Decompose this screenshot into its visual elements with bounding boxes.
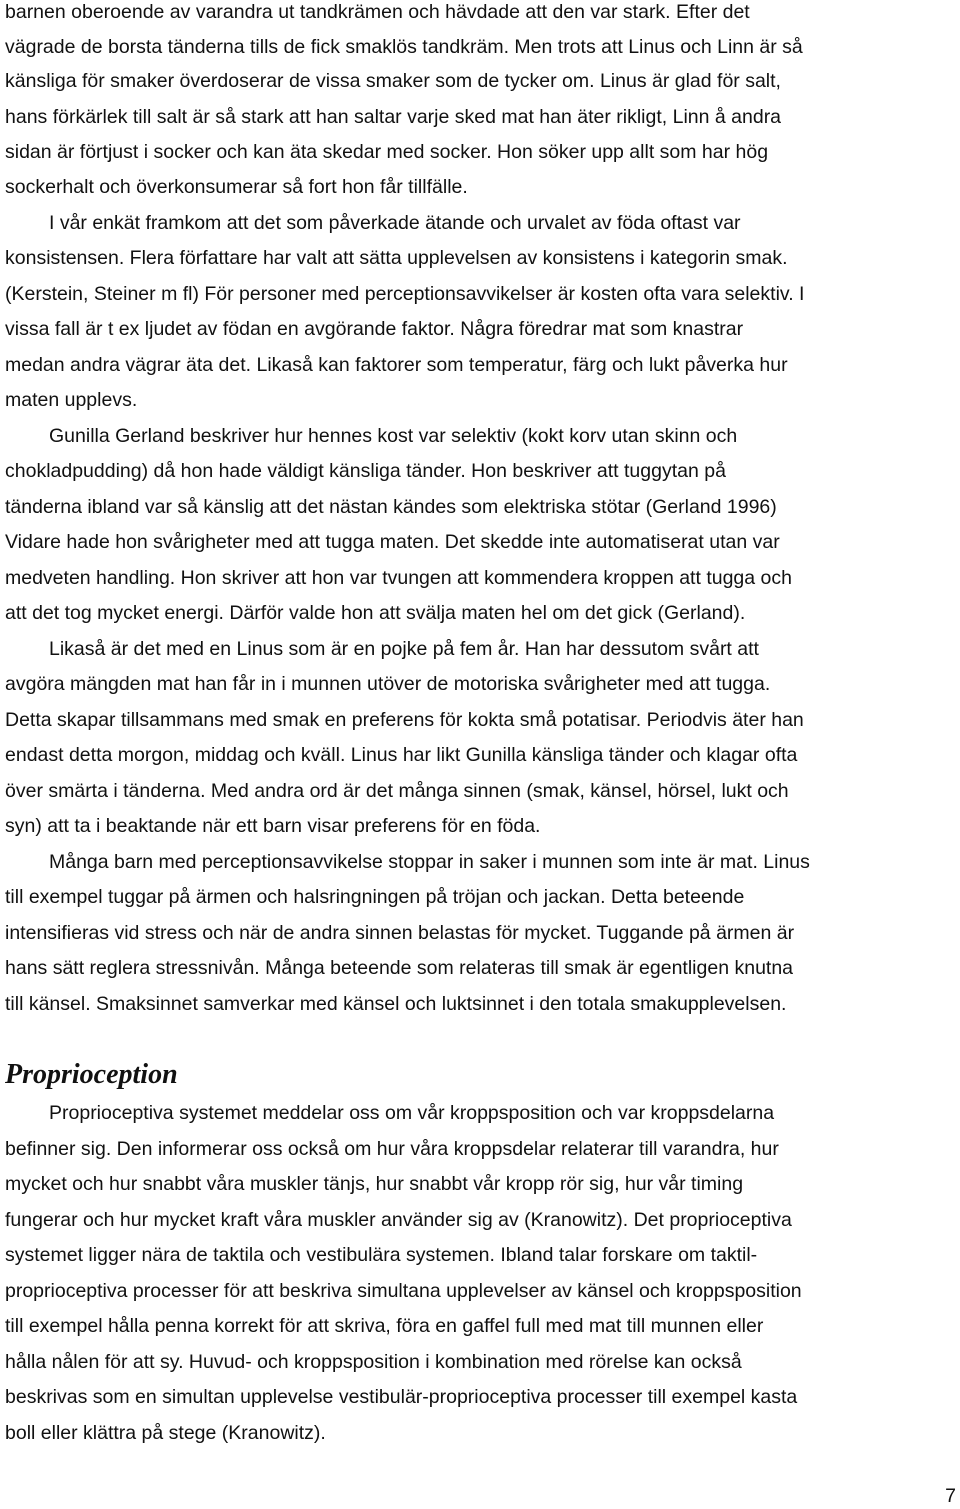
text-line: över smärta i tänderna. Med andra ord är det många sinnen (smak, känsel, hörsel, lukt och	[5, 780, 789, 802]
text-line: vägrade de borsta tänderna tills de fick smaklös tandkräm. Men trots att Linus och Linn är så	[5, 36, 803, 58]
text-line: medveten handling. Hon skriver att hon var tvungen att kommendera kroppen att tugga och	[5, 567, 792, 589]
section-heading: Proprioception	[5, 1059, 178, 1090]
text-line: proprioceptiva processer för att beskriva simultana upplevelser av känsel och kroppsposition	[5, 1280, 802, 1302]
text-line: Likaså är det med en Linus som är en pojke på fem år. Han har dessutom svårt att	[49, 638, 759, 660]
text-line: mycket och hur snabbt våra muskler tänjs, hur snabbt vår kropp rör sig, hur vår timing	[5, 1173, 744, 1195]
text-line: befinner sig. Den informerar oss också om hur våra kroppsdelar relaterar till varandra, hur	[5, 1138, 779, 1160]
text-line: känsliga för smaker överdoserar de vissa smaker som de tycker om. Linus är glad för salt,	[5, 70, 781, 92]
text-line: hans förkärlek till salt är så stark att han saltar varje sked mat han äter rikligt, Linn å andra	[5, 106, 782, 128]
text-line: systemet ligger nära de taktila och vestibulära systemen. Ibland talar forskare om taktil-	[5, 1244, 758, 1266]
text-line: tänderna ibland var så känslig att det nästan kändes som elektriska stötar (Gerland 1996)	[5, 496, 777, 518]
page-number: 7	[945, 1485, 956, 1507]
text-line: hålla nålen för att sy. Huvud- och kroppsposition i kombination med rörelse kan också	[5, 1351, 742, 1373]
text-line: till exempel tuggar på ärmen och halsringningen på tröjan och jackan. Detta beteende	[5, 886, 745, 908]
text-line: endast detta morgon, middag och kväll. Linus har likt Gunilla känsliga tänder och klagar ofta	[5, 744, 798, 766]
text-line: boll eller klättra på stege (Kranowitz).	[5, 1422, 326, 1444]
text-line: Detta skapar tillsammans med smak en preferens för kokta små potatisar. Periodvis äter han	[5, 709, 804, 731]
text-line: syn) att ta i beaktande när ett barn visar preferens för en föda.	[5, 815, 541, 837]
text-line: Gunilla Gerland beskriver hur hennes kost var selektiv (kokt korv utan skinn och	[49, 425, 738, 447]
text-line: I vår enkät framkom att det som påverkade ätande och urvalet av föda oftast var	[49, 212, 741, 234]
text-line: till exempel hålla penna korrekt för att skriva, föra en gaffel full med mat till munnen eller	[5, 1315, 764, 1337]
text-line: sidan är förtjust i socker och kan äta skedar med socker. Hon söker upp allt som har hög	[5, 141, 769, 163]
text-line: beskrivas som en simultan upplevelse vestibulär-proprioceptiva processer till exempel kasta	[5, 1386, 798, 1408]
text-line: barnen oberoende av varandra ut tandkrämen och hävdade att den var stark. Efter det	[5, 1, 750, 23]
text-line: chokladpudding) då hon hade väldigt känsliga tänder. Hon beskriver att tuggytan på	[5, 460, 726, 482]
text-line: till känsel. Smaksinnet samverkar med känsel och luktsinnet i den totala smakupplevelsen.	[5, 993, 787, 1015]
text-line: maten upplevs.	[5, 389, 138, 411]
text-line: sockerhalt och överkonsumerar så fort hon får tillfälle.	[5, 176, 468, 198]
text-line: hans sätt reglera stressnivån. Många beteende som relateras till smak är egentligen knutna	[5, 957, 794, 979]
text-line: konsistensen. Flera författare har valt att sätta upplevelsen av konsistens i kategorin smak.	[5, 247, 788, 269]
text-line: Vidare hade hon svårigheter med att tugga maten. Det skedde inte automatiserat utan var	[5, 531, 780, 553]
text-line: vissa fall är t ex ljudet av födan en avgörande faktor. Några föredrar mat som knastrar	[5, 318, 744, 340]
text-line: avgöra mängden mat han får in i munnen utöver de motoriska svårigheter med att tugga.	[5, 673, 771, 695]
text-line: Många barn med perceptionsavvikelse stoppar in saker i munnen som inte är mat. Linus	[49, 851, 810, 873]
text-line: (Kerstein, Steiner m fl) För personer med perceptionsavvikelser är kosten ofta vara selektiv. I	[5, 283, 805, 305]
text-line: medan andra vägrar äta det. Likaså kan faktorer som temperatur, färg och lukt påverka hur	[5, 354, 788, 376]
text-line: intensifieras vid stress och när de andra sinnen belastas för mycket. Tuggande på ärmen är	[5, 922, 795, 944]
text-line: Proprioceptiva systemet meddelar oss om vår kroppsposition och var kroppsdelarna	[49, 1102, 775, 1124]
text-line: fungerar och hur mycket kraft våra muskler använder sig av (Kranowitz). Det proprioceptiva	[5, 1209, 792, 1231]
text-line: att det tog mycket energi. Därför valde hon att svälja maten hel om det gick (Gerland).	[5, 602, 746, 624]
